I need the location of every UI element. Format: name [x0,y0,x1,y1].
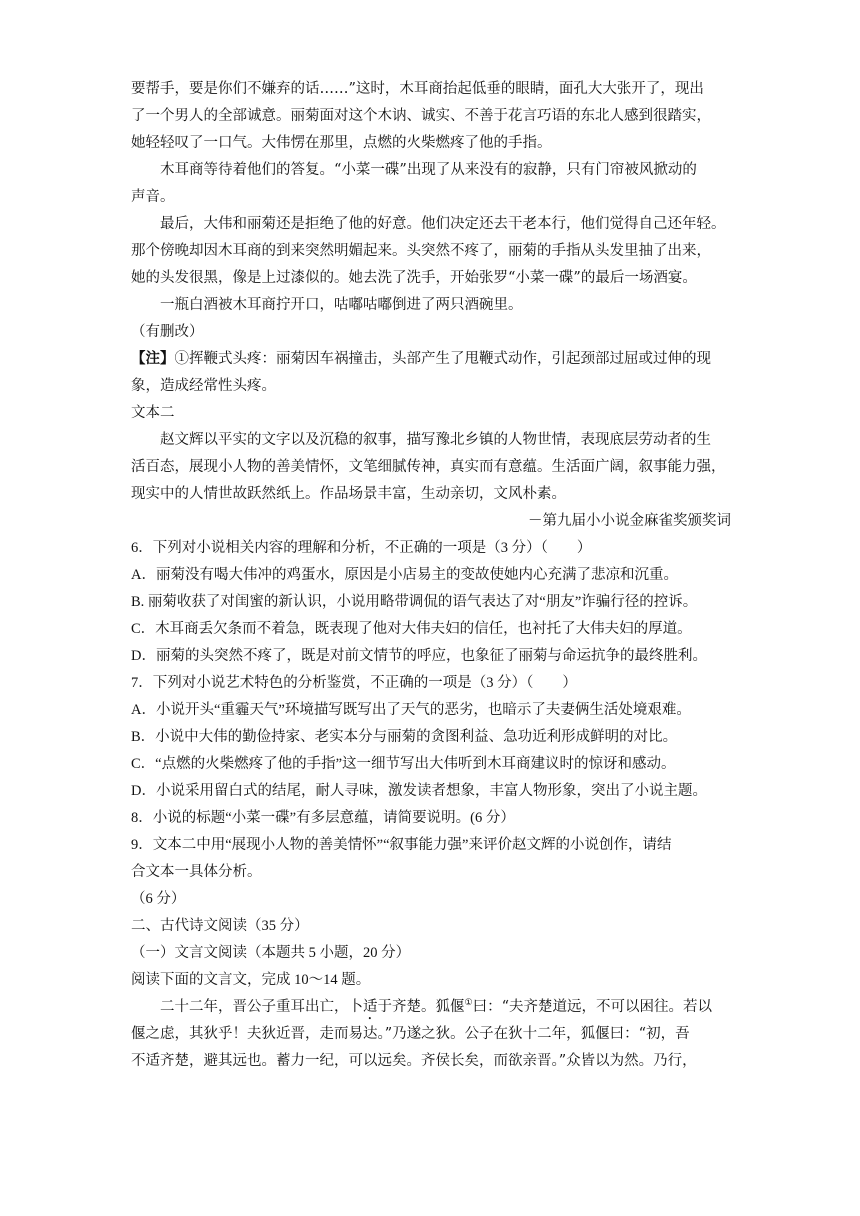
text-line: 那个傍晚却因木耳商的到来突然明媚起来。头突然不疼了，丽菊的手指从头发里抽了出来， [131,243,711,259]
question-8: 8．小说的标题“小菜一碟”有多层意蕴，请简要说明。(6 分） [131,810,515,826]
attribution: －第九届小小说金麻雀奖颁奖词 [528,513,731,529]
classical-text-line: 不适齐楚，避其远也。蓄力一纪，可以远矣。齐侯长矣，而欲亲晋。”众皆以为然。乃行， [131,1053,697,1069]
option-d: D．丽菊的头突然不疼了，既是对前文情节的呼应，也象征了丽菊与命运抗争的最终胜利。 [131,648,707,664]
annotation-line: 象，造成经常性头疼。 [131,378,276,394]
text-line: 了一个男人的全部诚意。丽菊面对这个木讷、诚实、不善于花言巧语的东北人感到很踏实， [131,108,711,124]
annotation-text: ①挥鞭式头疼：丽菊因车祸撞击，头部产生了甩鞭式动作，引起颈部过屈或过伸的现 [174,351,711,367]
text-line: 活百态，展现小人物的善美情怀，文笔细腻传神，真实而有意蕴。生活面广阔，叙事能力强， [131,459,726,475]
text-line: 声音。 [131,189,175,205]
paragraph-start: 木耳商等待着他们的答复。“小菜一碟”出现了从来没有的寂静，只有门帘被风掀动的 [160,162,697,178]
instruction: 阅读下面的文言文，完成 10～14 题。 [131,972,371,988]
dotted-character: 适 [363,999,378,1015]
question-9-cont: 合文本一具体分析。 [131,864,262,880]
section-heading: 二、古代诗文阅读（35 分） [131,918,309,934]
classical-text-line [160,997,731,1023]
text-line: 她的头发很黑，像是上过漆似的。她去洗了洗手，开始张罗“小菜一碟”的最后一场酒宴。 [131,270,697,286]
option-d: D．小说采用留白式的结尾，耐人寻味，激发读者想象，丰富人物形象，突出了小说主题。 [131,783,707,799]
text-segment: 曰：“夫齐楚道远，不可以困往。若以 [472,999,712,1015]
text-line: 她轻轻叹了一口气。大伟愣在那里，点燃的火柴燃疼了他的手指。 [131,135,552,151]
question-6: 6．下列对小说相关内容的理解和分析，不正确的一项是（3 分）（ ） [131,540,592,556]
option-b: B．小说中大伟的勤俭持家、老实本分与丽菊的贪图利益、急功近利形成鲜明的对比。 [131,729,678,745]
text-line: 要帮手，要是你们不嫌弃的话……”这时，木耳商抬起低垂的眼睛，面孔大大张开了，现出 [131,81,704,97]
footnote-marker: ① [464,998,473,1009]
subsection-heading: （一）文言文阅读（本题共 5 小题，20 分） [131,945,411,961]
note-label: 【注】 [131,350,175,367]
option-b: B. 丽菊收获了对闺蜜的新认识，小说用略带调侃的语气表达了对“朋友”诈骗行径的控诉。 [131,594,698,610]
classical-text-line: 偃之虑，其狄乎！夫狄近晋，走而易达。”乃遂之狄。公子在狄十二年，狐偃曰：“初，吾 [131,1026,690,1042]
section-label: 文本二 [131,405,175,421]
annotation-line [131,349,731,369]
option-a: A．小说开头“重霾天气”环境描写既写出了天气的恶劣，也暗示了夫妻俩生活处境艰难。 [131,702,691,718]
question-7: 7．下列对小说艺术特色的分析鉴赏，不正确的一项是（3 分）（ ） [131,675,577,691]
paragraph-start: 一瓶白酒被木耳商拧开口，咕嘟咕嘟倒进了两只酒碗里。 [160,297,523,313]
paragraph-start: 最后，大伟和丽菊还是拒绝了他的好意。他们决定还去干老本行，他们觉得自己还年轻。 [160,216,726,232]
question-9: 9．文本二中用“展现小人物的善美情怀”“叙事能力强”来评价赵文辉的小说创作，请结 [131,837,672,853]
option-a: A．丽菊没有喝大伟冲的鸡蛋水，原因是小店易主的变故使她内心充满了悲凉和沉重。 [131,567,678,583]
option-c: C．木耳商丢欠条而不着急，既表现了他对大伟夫妇的信任，也衬托了大伟夫妇的厚道。 [131,621,692,637]
paragraph-start: 赵文辉以平实的文字以及沉稳的叙事，描写豫北乡镇的人物世情，表现底层劳动者的生 [160,432,711,448]
text-segment: 二十二年，晋公子重耳出亡，卜 [160,999,363,1015]
source-note: （有删改） [131,324,204,340]
score-note: （6 分） [131,891,186,907]
option-c: C．“点燃的火柴燃疼了他的手指”这一细节写出大伟听到木耳商建议时的惊讶和感动。 [131,756,676,772]
text-segment: 于齐楚。狐偃 [377,999,465,1015]
text-line: 现实中的人情世故跃然纸上。作品场景丰富，生动亲切，文风朴素。 [131,486,566,502]
